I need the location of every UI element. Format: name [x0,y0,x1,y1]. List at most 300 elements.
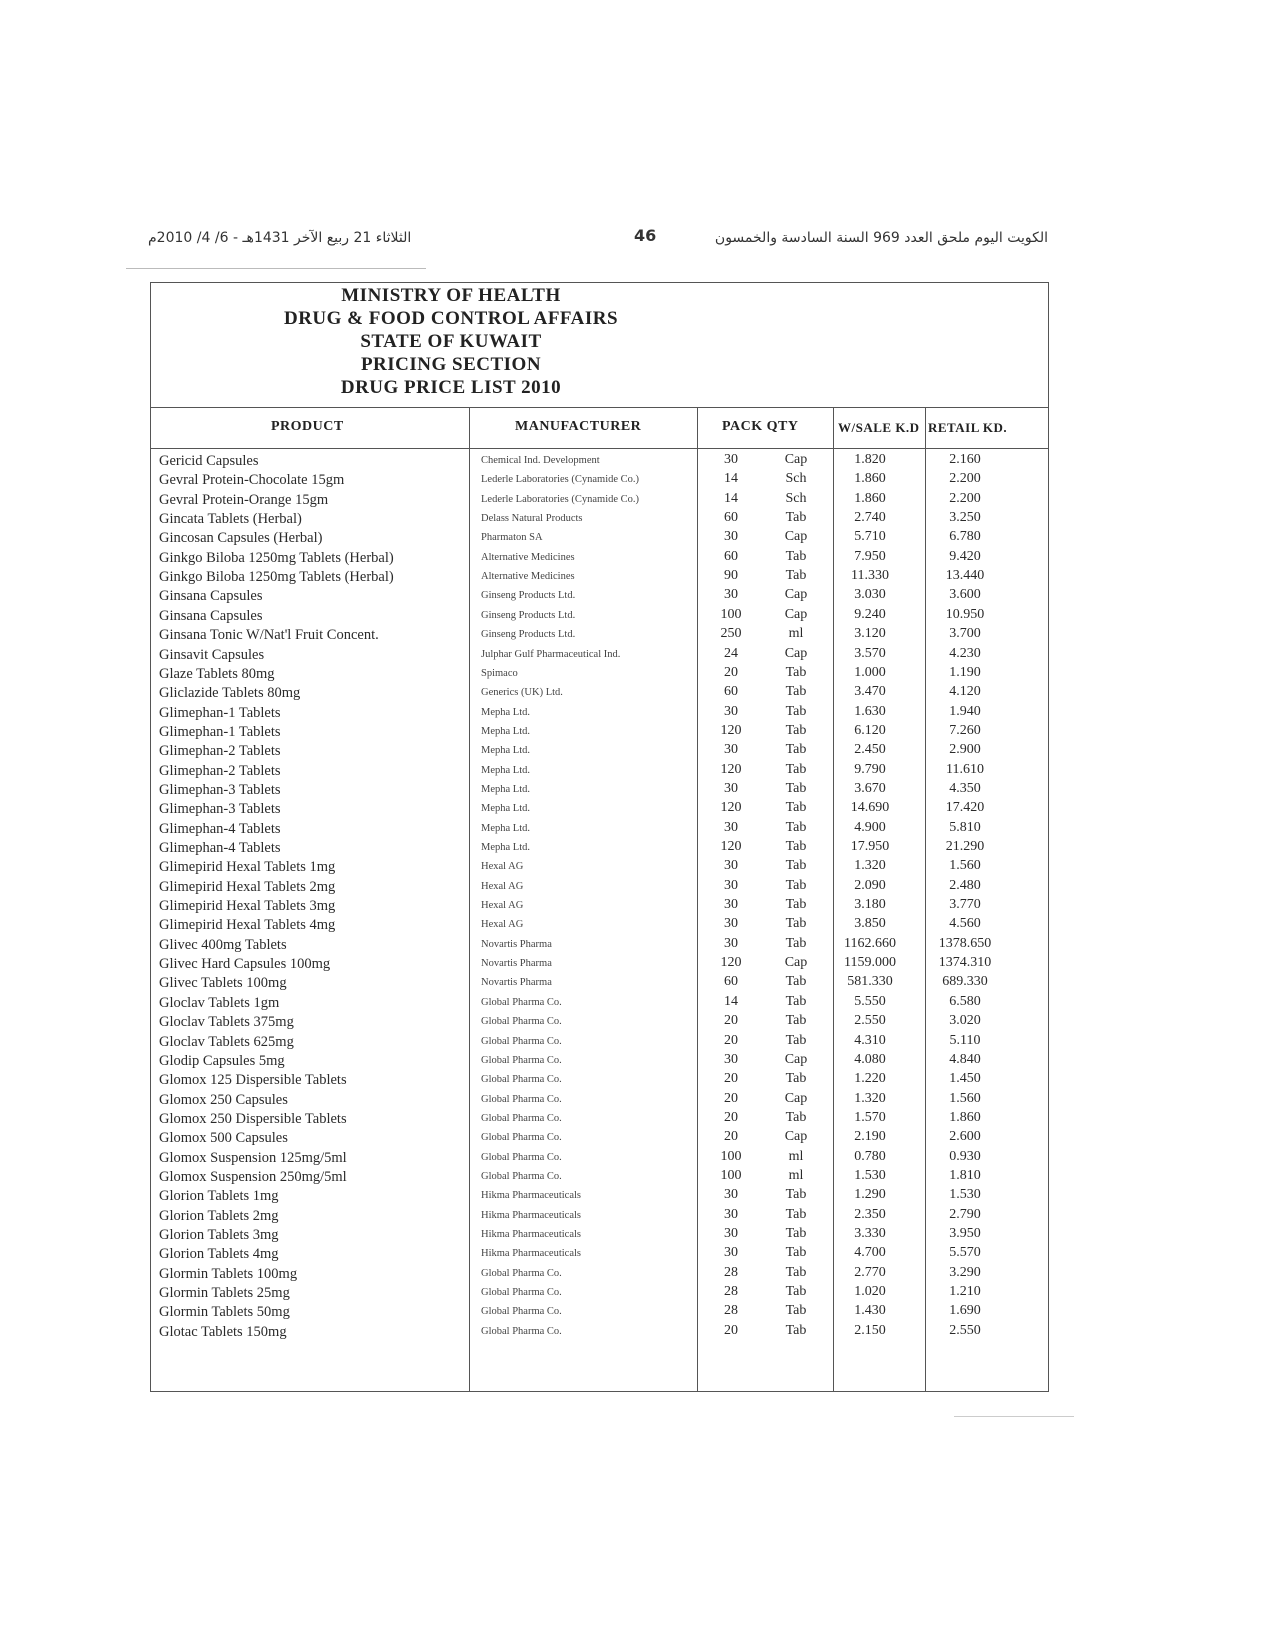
pack-quantity: 20 [724,1129,738,1145]
pack-unit: Tab [785,1226,807,1241]
pack-unit: Tab [785,510,807,526]
retail-price: 3.600 [949,587,981,603]
wholesale-price: 3.030 [854,587,886,603]
pack-quantity: 30 [724,1226,738,1241]
table-row [151,839,1048,859]
wholesale-price: 4.700 [854,1245,886,1261]
pack-unit: Tab [785,1013,807,1029]
manufacturer-name: Global Pharma Co. [481,1287,562,1299]
pack-quantity: 30 [724,916,738,932]
product-name: Glomox Suspension 125mg/5ml [159,1149,347,1166]
manufacturer-name: Mepha Ltd. [481,822,530,834]
table-row [151,665,1048,685]
pack-unit: Cap [784,606,808,622]
product-name: Glaze Tablets 80mg [159,665,275,682]
wholesale-price: 14.690 [850,800,890,816]
table-row [151,820,1048,840]
pack-quantity: 30 [724,1187,738,1203]
header-divider [126,268,426,269]
pack-quantity: 100 [720,606,742,622]
pack-unit: Tab [785,800,807,816]
table-row [151,1091,1048,1111]
wholesale-price: 1162.660 [844,935,896,951]
pack-quantity: 20 [724,1322,738,1338]
table-row [151,1245,1048,1265]
retail-price: 1378.650 [938,935,992,951]
product-name: Glimephan-4 Tablets [159,840,281,856]
retail-price: 1.860 [949,1109,981,1125]
column-header-wsale: W/SALE K.D [838,420,920,435]
pack-quantity: 60 [724,684,738,700]
manufacturer-name: Novartis Pharma [481,977,552,989]
pack-unit: Tab [785,761,807,777]
table-row [151,878,1048,898]
product-name: Ginsana Tonic W/Nat'l Fruit Concent. [159,627,379,644]
manufacturer-name: Global Pharma Co. [481,1132,562,1144]
manufacturer-name: Mepha Ltd. [481,783,530,795]
manufacturer-name: Alternative Medicines [481,551,575,563]
wholesale-price: 1.820 [854,452,886,467]
retail-price: 6.780 [949,529,981,545]
column-header-pack-qty: PACK QTY [722,419,799,434]
column-header-manufacturer: MANUFACTURER [515,419,642,434]
pack-unit: Tab [785,897,807,913]
table-row [151,994,1048,1014]
product-name: Glomox 250 Capsules [159,1091,288,1108]
header-row-divider [151,448,1048,449]
pack-unit: Tab [785,819,807,835]
wholesale-price: 2.190 [854,1129,886,1145]
pack-quantity: 30 [724,452,738,467]
table-row [151,916,1048,936]
product-name: Ginkgo Biloba 1250mg Tablets (Herbal) [159,569,394,586]
product-name: Glimepirid Hexal Tablets 2mg [159,878,336,895]
retail-price: 11.610 [946,761,984,777]
wholesale-price: 581.330 [847,974,893,990]
manufacturer-name: Hexal AG [481,900,524,912]
product-name: Glormin Tablets 25mg [159,1285,290,1302]
wholesale-price: 6.120 [854,722,886,738]
pack-unit: Tab [785,1264,807,1280]
wholesale-price: 3.470 [854,684,886,700]
manufacturer-name: Chemical Ind. Development [481,455,600,466]
table-row [151,529,1048,549]
pack-unit: Cap [784,1129,808,1145]
product-name: Glimephan-2 Tablets [159,762,281,779]
pack-unit: Tab [785,993,807,1009]
pack-quantity: 30 [724,742,738,758]
wholesale-price: 4.900 [854,819,886,835]
retail-price: 10.950 [945,606,985,622]
product-name: Glotac Tablets 150mg [159,1323,287,1340]
wholesale-price: 3.330 [854,1226,886,1241]
table-row [151,471,1048,491]
retail-price: 5.110 [949,1032,981,1048]
wholesale-price: 1.570 [854,1109,886,1125]
pack-unit: Tab [785,974,807,990]
retail-price: 1.190 [949,664,981,680]
product-name: Glimephan-3 Tablets [159,801,281,818]
table-row [151,1187,1048,1207]
pack-unit: Tab [785,1322,807,1338]
manufacturer-name: Global Pharma Co. [481,1074,562,1086]
price-list-frame [150,282,1049,1392]
table-row [151,607,1048,627]
wholesale-price: 1159.000 [844,955,896,971]
product-name: Glomox 250 Dispersible Tablets [159,1110,347,1127]
retail-price: 4.840 [949,1051,981,1067]
manufacturer-name: Mepha Ltd. [481,803,530,815]
manufacturer-name: Pharmaton SA [481,532,543,544]
product-name: Glimepirid Hexal Tablets 3mg [159,898,336,915]
table-row [151,955,1048,975]
manufacturer-name: Global Pharma Co. [481,1325,562,1337]
pack-quantity: 120 [720,722,742,738]
retail-price: 1.560 [949,1090,981,1106]
manufacturer-name: Hexal AG [481,880,524,892]
pack-quantity: 30 [724,897,738,913]
product-name: Gloclav Tablets 625mg [159,1033,294,1050]
manufacturer-name: Global Pharma Co. [481,1093,562,1105]
product-name: Glomox Suspension 250mg/5ml [159,1168,347,1185]
retail-price: 2.480 [949,877,981,893]
retail-price: 5.810 [949,819,981,835]
retail-price: 5.570 [949,1245,981,1261]
pack-unit: Tab [785,722,807,738]
footer-divider [954,1416,1074,1417]
product-name: Glomox 125 Dispersible Tablets [159,1072,347,1089]
retail-price: 1.450 [949,1071,981,1087]
pack-unit: Cap [784,1090,808,1106]
title-state: STATE OF KUWAIT [360,331,542,352]
pack-unit: Tab [785,742,807,758]
manufacturer-name: Mepha Ltd. [481,745,530,757]
pack-unit: Cap [784,587,808,603]
pack-quantity: 14 [724,993,738,1009]
product-name: Gevral Protein-Orange 15gm [159,491,329,508]
wholesale-price: 1.860 [854,471,886,487]
manufacturer-name: Novartis Pharma [481,938,552,950]
pack-unit: Tab [785,1284,807,1300]
product-name: Gliclazide Tablets 80mg [159,685,301,702]
wholesale-price: 11.330 [851,568,889,584]
table-row [151,858,1048,878]
product-name: Glimephan-4 Tablets [159,820,281,837]
price-table [151,407,1048,1392]
table-row [151,800,1048,820]
table-row [151,1168,1048,1188]
retail-price: 1.690 [949,1303,981,1319]
pack-unit: Cap [784,452,808,467]
manufacturer-name: Global Pharma Co. [481,1170,562,1182]
manufacturer-name: Hikma Pharmaceuticals [481,1248,582,1260]
pack-quantity: 30 [724,1245,738,1261]
wholesale-price: 17.950 [850,839,890,854]
wholesale-price: 1.860 [854,490,886,506]
pack-quantity: 30 [724,935,738,951]
product-name: Glorion Tablets 2mg [159,1207,279,1224]
table-row [151,1226,1048,1246]
retail-price: 6.580 [949,993,981,1009]
pack-unit: ml [788,626,804,642]
pack-quantity: 100 [720,1148,742,1164]
product-name: Ginkgo Biloba 1250mg Tablets (Herbal) [159,549,394,566]
pack-quantity: 30 [724,587,738,603]
manufacturer-name: Hikma Pharmaceuticals [481,1229,582,1240]
retail-price: 21.290 [945,839,985,854]
manufacturer-name: Lederle Laboratories (Cynamide Co.) [481,493,640,505]
pack-quantity: 120 [720,955,742,971]
pack-quantity: 120 [720,839,742,854]
title-ministry: MINISTRY OF HEALTH [341,285,561,306]
retail-price: 7.260 [949,722,981,738]
wholesale-price: 2.150 [854,1322,886,1338]
pack-unit: Tab [785,858,807,874]
pack-unit: Cap [784,529,808,545]
product-name: Glimephan-1 Tablets [159,704,281,721]
product-name: Glorion Tablets 3mg [159,1227,279,1243]
product-name: Ginsana Capsules [159,607,263,624]
product-name: Glormin Tablets 100mg [159,1265,298,1282]
table-row [151,704,1048,724]
wholesale-price: 9.790 [854,761,886,777]
pack-quantity: 20 [724,1090,738,1106]
retail-price: 3.700 [949,626,981,642]
manufacturer-name: Global Pharma Co. [481,1112,562,1124]
pack-quantity: 20 [724,1032,738,1048]
product-name: Gloclav Tablets 375mg [159,1014,294,1031]
pack-quantity: 30 [724,780,738,796]
page-number: 46 [634,226,657,245]
pack-quantity: 14 [724,490,738,506]
pack-unit: Tab [785,1245,807,1261]
manufacturer-name: Global Pharma Co. [481,1054,562,1066]
wholesale-price: 4.080 [854,1051,886,1067]
product-name: Gloclav Tablets 1gm [159,994,280,1011]
pack-quantity: 14 [724,471,738,487]
wholesale-price: 4.310 [854,1032,886,1048]
manufacturer-name: Global Pharma Co. [481,1151,562,1163]
retail-price: 0.930 [949,1148,981,1164]
manufacturer-name: Hikma Pharmaceuticals [481,1209,582,1221]
wholesale-price: 2.550 [854,1013,886,1029]
product-name: Glomox 500 Capsules [159,1130,288,1147]
wholesale-price: 1.530 [854,1167,886,1183]
manufacturer-name: Ginseng Products Ltd. [481,629,576,641]
table-row [151,1207,1048,1227]
table-row [151,1033,1048,1053]
pack-unit: Tab [785,839,807,854]
retail-price: 4.230 [949,645,981,661]
pack-quantity: 100 [720,1167,742,1183]
pack-quantity: 28 [724,1264,738,1280]
pack-quantity: 60 [724,510,738,526]
pack-unit: Tab [785,548,807,564]
product-name: Glivec Hard Capsules 100mg [159,956,331,973]
pack-quantity: 120 [720,761,742,777]
retail-price: 3.250 [949,510,981,526]
title-list: DRUG PRICE LIST 2010 [340,377,562,398]
wholesale-price: 1.430 [854,1303,886,1319]
retail-price: 1374.310 [938,955,992,971]
pack-quantity: 60 [724,974,738,990]
wholesale-price: 2.740 [854,510,886,526]
table-row [151,452,1048,472]
wholesale-price: 2.770 [854,1264,886,1280]
manufacturer-name: Hikma Pharmaceuticals [481,1190,582,1202]
pack-unit: Tab [785,684,807,700]
retail-price: 2.200 [949,490,981,506]
table-row [151,684,1048,704]
product-name: Ginsavit Capsules [159,646,265,663]
retail-price: 1.530 [949,1187,981,1203]
table-row [151,1303,1048,1323]
table-row [151,587,1048,607]
retail-price: 2.790 [949,1206,981,1222]
title-section: PRICING SECTION [360,354,542,375]
table-row [151,1052,1048,1072]
retail-price: 2.900 [949,742,981,758]
manufacturer-name: Ginseng Products Ltd. [481,609,576,621]
pack-unit: Cap [784,645,808,661]
pack-quantity: 20 [724,1109,738,1125]
wholesale-price: 1.220 [854,1071,886,1087]
pack-quantity: 20 [724,664,738,680]
gazette-masthead: الكويت اليوم ملحق العدد 969 السنة السادسة والخمسون [714,230,1048,246]
wholesale-price: 2.450 [854,742,886,758]
pack-quantity: 30 [724,703,738,719]
column-header-retail: RETAIL KD. [928,420,1008,435]
wholesale-price: 7.950 [854,548,886,564]
table-row [151,549,1048,569]
wholesale-price: 3.180 [854,897,886,913]
pack-unit: Sch [785,471,807,487]
manufacturer-name: Global Pharma Co. [481,1267,562,1279]
manufacturer-name: Generics (UK) Ltd. [481,687,563,699]
manufacturer-name: Mepha Ltd. [481,764,530,776]
retail-price: 3.950 [949,1226,981,1241]
product-name: Glimepirid Hexal Tablets 1mg [159,859,336,876]
wholesale-price: 2.090 [854,877,886,893]
table-row [151,936,1048,956]
manufacturer-name: Hexal AG [481,861,524,873]
pack-unit: Tab [785,935,807,951]
wholesale-price: 3.670 [854,780,886,796]
product-name: Glodip Capsules 5mg [159,1052,285,1069]
table-row [151,781,1048,801]
pack-unit: Sch [785,490,807,506]
wholesale-price: 3.570 [854,645,886,661]
table-row [151,762,1048,782]
retail-price: 4.560 [949,916,981,932]
product-name: Glivec 400mg Tablets [159,936,287,953]
pack-unit: Tab [785,916,807,932]
pack-quantity: 20 [724,1071,738,1087]
wholesale-price: 1.000 [854,664,886,680]
manufacturer-name: Alternative Medicines [481,571,575,583]
manufacturer-name: Delass Natural Products [481,513,583,525]
table-row [151,1110,1048,1130]
product-name: Glimephan-1 Tablets [159,723,281,740]
manufacturer-name: Hexal AG [481,919,524,931]
product-name: Glormin Tablets 50mg [159,1304,290,1321]
retail-price: 9.420 [949,548,981,564]
retail-price: 1.210 [949,1284,981,1300]
pack-quantity: 30 [724,1206,738,1222]
manufacturer-name: Julphar Gulf Pharmaceutical Ind. [481,648,621,660]
pack-unit: Tab [785,780,807,796]
manufacturer-name: Mepha Ltd. [481,842,530,853]
retail-price: 13.440 [945,568,985,584]
manufacturer-name: Global Pharma Co. [481,996,562,1008]
retail-price: 2.600 [949,1129,981,1145]
pack-unit: ml [788,1148,804,1164]
table-row [151,1071,1048,1091]
pack-unit: Tab [785,703,807,719]
wholesale-price: 1.020 [854,1284,886,1300]
table-row [151,742,1048,762]
pack-quantity: 30 [724,529,738,545]
pack-unit: Tab [785,664,807,680]
manufacturer-name: Novartis Pharma [481,958,552,970]
wholesale-price: 9.240 [854,606,886,622]
pack-unit: Tab [785,1109,807,1125]
pack-quantity: 250 [720,626,742,642]
retail-price: 2.550 [949,1322,981,1338]
pack-unit: Cap [784,955,808,971]
wholesale-price: 0.780 [854,1148,886,1164]
table-row [151,1149,1048,1169]
product-name: Glorion Tablets 4mg [159,1246,279,1263]
pack-quantity: 28 [724,1284,738,1300]
table-row [151,1129,1048,1149]
table-row [151,626,1048,646]
table-row [151,1284,1048,1304]
retail-price: 1.810 [949,1167,981,1183]
retail-price: 1.560 [949,858,981,874]
table-row [151,646,1048,666]
product-name: Glimephan-2 Tablets [159,743,281,760]
pack-unit: Tab [785,877,807,893]
pack-unit: Tab [785,568,807,584]
pack-unit: Tab [785,1187,807,1203]
retail-price: 2.200 [949,471,981,487]
pack-quantity: 30 [724,858,738,874]
table-row [151,1013,1048,1033]
product-name: Glorion Tablets 1mg [159,1188,279,1205]
retail-price: 3.290 [949,1264,981,1280]
wholesale-price: 1.320 [854,858,886,874]
pack-unit: Tab [785,1303,807,1319]
wholesale-price: 1.630 [854,703,886,719]
retail-price: 689.330 [942,974,988,990]
pack-unit: Tab [785,1032,807,1048]
product-name: Gincata Tablets (Herbal) [159,511,302,528]
wholesale-price: 1.320 [854,1090,886,1106]
manufacturer-name: Lederle Laboratories (Cynamide Co.) [481,474,640,486]
title-block [151,283,1048,407]
pack-quantity: 20 [724,1013,738,1029]
retail-price: 3.020 [949,1013,981,1029]
product-name: Gevral Protein-Chocolate 15gm [159,472,345,489]
retail-price: 4.120 [949,684,981,700]
manufacturer-name: Global Pharma Co. [481,1016,562,1028]
pack-unit: Tab [785,1071,807,1087]
retail-price: 4.350 [949,780,981,796]
table-row [151,974,1048,994]
product-name: Glimephan-3 Tablets [159,781,281,798]
product-name: Glivec Tablets 100mg [159,975,287,992]
